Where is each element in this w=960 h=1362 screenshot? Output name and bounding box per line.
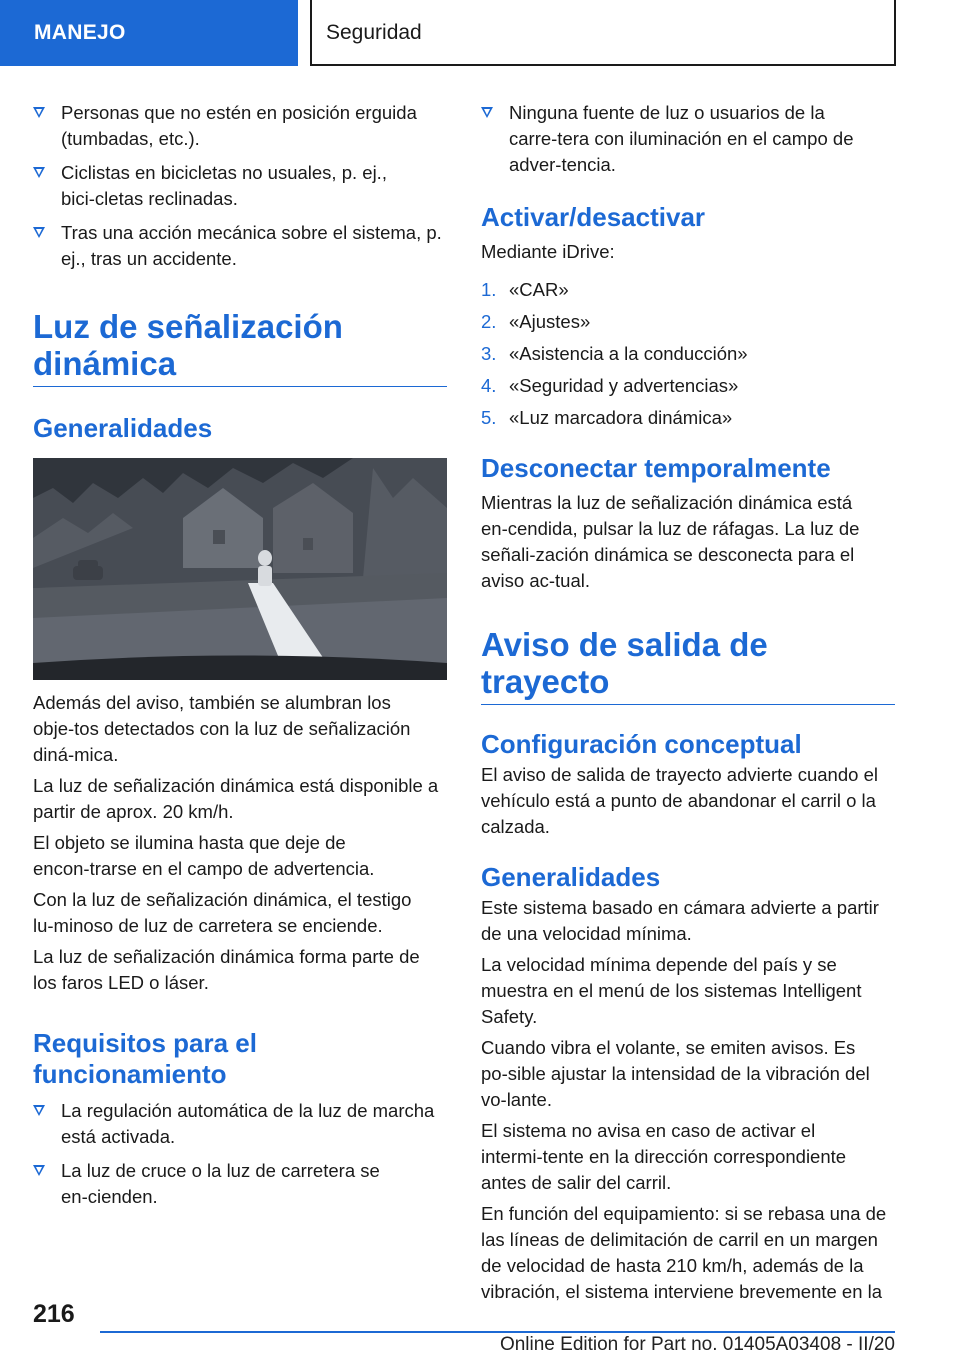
concept-heading: Configuración conceptual [481, 729, 802, 759]
list-item: 4. «Seguridad y advertencias» [481, 375, 739, 396]
steps-list [481, 277, 895, 431]
paragraph: La luz de señalización dinámica forma parte de los faros LED o láser. [33, 946, 420, 993]
main-heading: Luz de señalización dinámica [33, 308, 447, 387]
list-item: 5. «Luz marcadora dinámica» [481, 407, 733, 428]
list-item: La regulación automática de la luz de marcha está activada. [33, 1098, 447, 1150]
edition-footer: Online Edition for Part no. 01405A03408 - II/20 [499, 1334, 895, 1355]
list-item: Personas que no estén en posición erguida (tumbadas, etc.). [33, 100, 447, 152]
paragraph: Además del aviso, también se alumbran los obje‑tos detectados con la luz de señalización diná‑mica. [33, 692, 411, 765]
triangle-bullet-icon [33, 107, 45, 118]
road-scene-image [33, 458, 447, 680]
paragraph: Este sistema basado en cámara advierte a partir de una velocidad mínima. [481, 897, 879, 944]
triangle-bullet-icon [33, 1165, 45, 1176]
general-heading-right: Generalidades [481, 862, 661, 892]
paragraph: La luz de señalización dinámica está disponible a partir de aprox. 20 km/h. [33, 775, 439, 822]
paragraph: Mediante iDrive: [481, 241, 615, 262]
triangle-bullet-icon [33, 227, 45, 238]
paragraph: Con la luz de señalización dinámica, el testigo lu‑minoso de luz de carretera se enciende. [33, 889, 412, 936]
lane-departure-heading: Aviso de salida de trayecto [481, 626, 895, 705]
list-item: 1. «CAR» [481, 279, 569, 300]
paragraph: Cuando vibra el volante, se emiten avisos. Es po‑sible ajustar la intensidad de la vibración del vo‑lante. [481, 1037, 870, 1110]
triangle-bullet-icon [33, 167, 45, 178]
triangle-bullet-icon [481, 107, 493, 118]
page-number: 216 [33, 1300, 75, 1328]
paragraph: El sistema no avisa en caso de activar el intermi‑tente en la dirección correspondiente antes de salir del carril. [481, 1120, 847, 1193]
section-tab: MANEJO [0, 0, 298, 66]
paragraph: El objeto se ilumina hasta que deje de encon‑trarse en el campo de advertencia. [33, 832, 375, 879]
disconnect-heading: Desconectar temporalmente [481, 453, 831, 483]
footer-divider [100, 1331, 895, 1333]
list-item: 2. «Ajustes» [481, 311, 591, 332]
general-heading: Generalidades [33, 413, 213, 443]
paragraph: El aviso de salida de trayecto advierte cuando el vehículo está a punto de abandonar el carril o la calzada. [481, 764, 878, 837]
page-header [0, 0, 960, 66]
paragraph: Mientras la luz de señalización dinámica está en‑cendida, pulsar la luz de ráfagas. La luz de señali‑zación dinámica se desconecta para el aviso ac‑tual. [481, 492, 860, 591]
list-item: 3. «Asistencia a la conducción» [481, 343, 748, 364]
list-item: La luz de cruce o la luz de carretera se en‑cienden. [33, 1158, 447, 1210]
activate-heading: Activar/desactivar [481, 202, 706, 232]
list-item: Tras una acción mecánica sobre el sistema, p. ej., tras un accidente. [33, 220, 447, 272]
list-item: Ninguna fuente de luz o usuarios de la carre‑tera con iluminación en el campo de adver‑tencia. [481, 100, 895, 178]
requirements-heading: Requisitos para el funcionamiento [33, 1028, 257, 1089]
triangle-bullet-icon [33, 1105, 45, 1116]
paragraph: En función del equipamiento: si se rebasa una de las líneas de delimitación de carril en un margen de velocidad de hasta 210 km/h, además de la vibración, el sistema interviene brevemente en la [481, 1203, 887, 1302]
list-item: Ciclistas en bicicletas no usuales, p. ej., bici‑cletas reclinadas. [33, 160, 447, 212]
chapter-tab: Seguridad [310, 0, 896, 66]
paragraph: La velocidad mínima depende del país y se muestra en el menú de los sistemas Intelligent Safety. [481, 954, 862, 1027]
right-column [481, 100, 895, 1310]
left-column [33, 100, 447, 1218]
night-road-illustration [33, 458, 447, 680]
